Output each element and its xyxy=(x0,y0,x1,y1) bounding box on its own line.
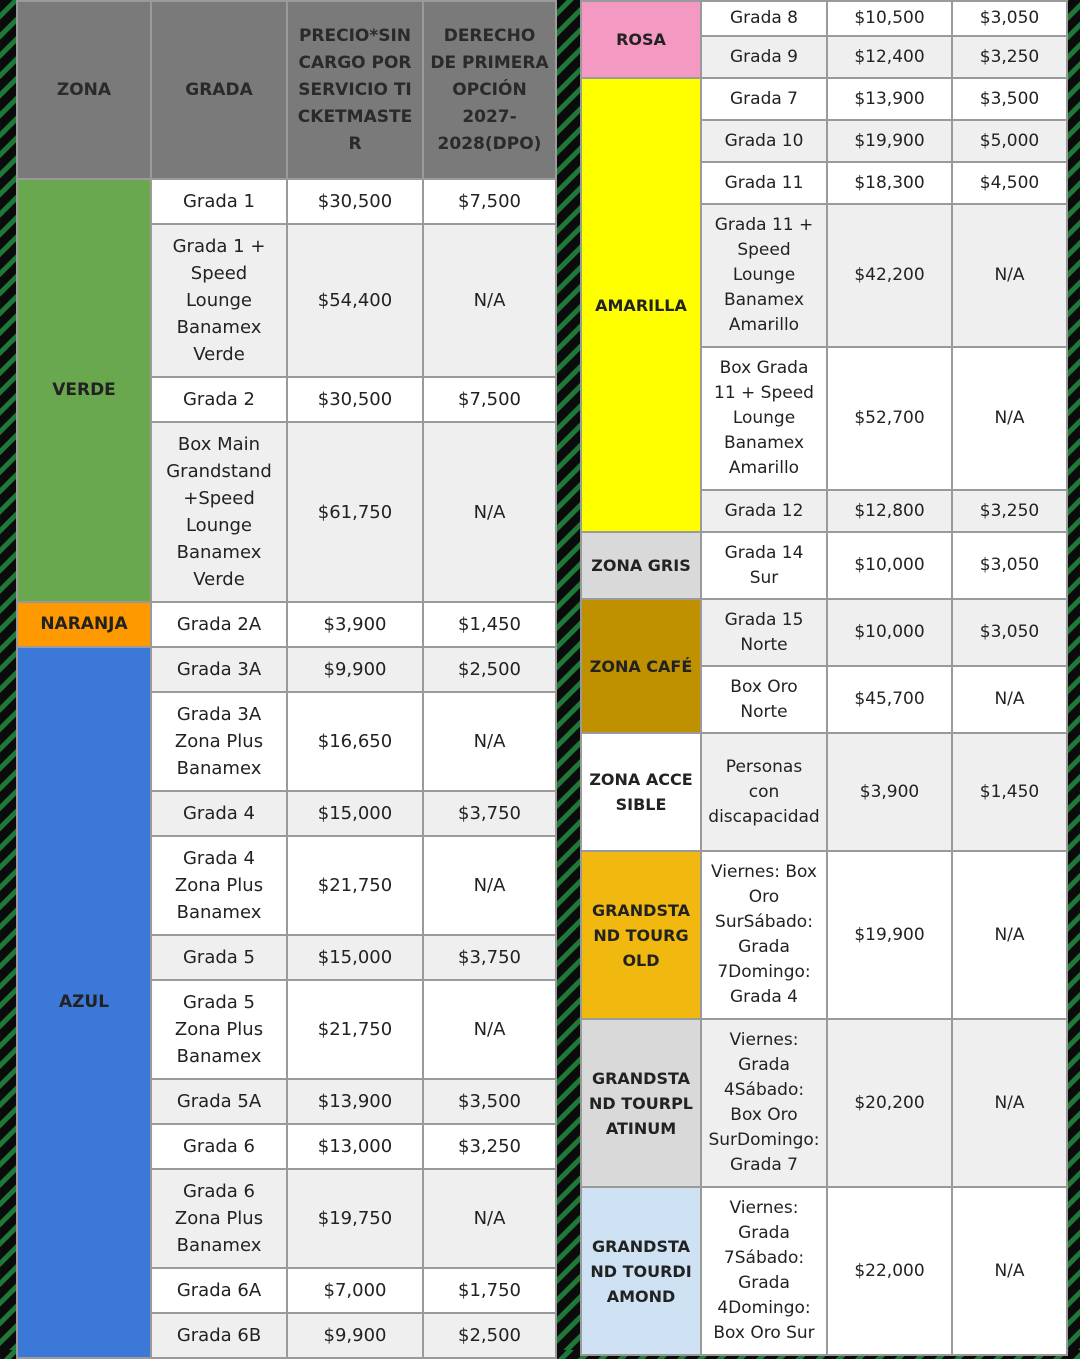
grada-cell: Grada 6A xyxy=(151,1268,287,1313)
dpo-cell: N/A xyxy=(952,1187,1067,1355)
grada-cell: Box Oro Norte xyxy=(701,666,827,733)
precio-cell: $61,750 xyxy=(287,422,423,602)
grada-cell: Grada 14 Sur xyxy=(701,532,827,599)
grada-cell: Grada 4 xyxy=(151,791,287,836)
table-row xyxy=(581,532,1067,599)
grada-cell: Viernes: Grada 7Sábado: Grada 4Domingo: Box Oro Sur xyxy=(701,1187,827,1355)
dpo-cell: N/A xyxy=(423,422,556,602)
precio-cell: $19,900 xyxy=(827,851,952,1019)
dpo-cell: $3,500 xyxy=(423,1079,556,1124)
table-row xyxy=(581,1187,1067,1355)
table-row xyxy=(17,602,556,647)
precio-cell: $10,500 xyxy=(827,1,952,36)
precio-cell: $18,300 xyxy=(827,162,952,204)
grada-cell: Grada 10 xyxy=(701,120,827,162)
header-grada: GRADA xyxy=(151,1,287,179)
grada-cell: Grada 11 xyxy=(701,162,827,204)
header-precio: PRECIO*SIN CARGO POR SERVICIO TICKETMASTER xyxy=(287,1,423,179)
zone-cell: VERDE xyxy=(17,179,151,602)
precio-cell: $30,500 xyxy=(287,179,423,224)
grada-cell: Box Main Grandstand +Speed Lounge Banamex Verde xyxy=(151,422,287,602)
precio-cell: $15,000 xyxy=(287,935,423,980)
grada-cell: Grada 5 Zona Plus Banamex xyxy=(151,980,287,1079)
precio-cell: $30,500 xyxy=(287,377,423,422)
grada-cell: Grada 6 Zona Plus Banamex xyxy=(151,1169,287,1268)
precio-cell: $45,700 xyxy=(827,666,952,733)
dpo-cell: $7,500 xyxy=(423,377,556,422)
dpo-cell: $4,500 xyxy=(952,162,1067,204)
precio-cell: $15,000 xyxy=(287,791,423,836)
dpo-cell: N/A xyxy=(423,836,556,935)
precio-cell: $21,750 xyxy=(287,980,423,1079)
zone-cell: GRANDSTAND TOURPLATINUM xyxy=(581,1019,701,1187)
grada-cell: Grada 8 xyxy=(701,1,827,36)
precio-cell: $19,900 xyxy=(827,120,952,162)
grada-cell: Grada 2A xyxy=(151,602,287,647)
dpo-cell: $3,050 xyxy=(952,1,1067,36)
precio-cell: $19,750 xyxy=(287,1169,423,1268)
dpo-cell: $5,000 xyxy=(952,120,1067,162)
dpo-cell: N/A xyxy=(952,1019,1067,1187)
precio-cell: $52,700 xyxy=(827,347,952,490)
precio-cell: $13,000 xyxy=(287,1124,423,1169)
table-row xyxy=(581,599,1067,666)
grada-cell: Grada 15 Norte xyxy=(701,599,827,666)
table-row xyxy=(581,1019,1067,1187)
dpo-cell: $2,500 xyxy=(423,647,556,692)
grada-cell: Grada 3A Zona Plus Banamex xyxy=(151,692,287,791)
dpo-cell: $3,050 xyxy=(952,599,1067,666)
precio-cell: $13,900 xyxy=(827,78,952,120)
precio-cell: $9,900 xyxy=(287,1313,423,1358)
zone-cell: GRANDSTAND TOURGOLD xyxy=(581,851,701,1019)
zone-cell: GRANDSTAND TOURDIAMOND xyxy=(581,1187,701,1355)
precio-cell: $21,750 xyxy=(287,836,423,935)
dpo-cell: $3,750 xyxy=(423,791,556,836)
dpo-cell: $3,050 xyxy=(952,532,1067,599)
zone-cell: ZONA GRIS xyxy=(581,532,701,599)
grada-cell: Viernes: Grada 4Sábado: Box Oro SurDomingo: Grada 7 xyxy=(701,1019,827,1187)
dpo-cell: N/A xyxy=(423,224,556,377)
price-table-left xyxy=(16,0,557,1359)
header-dpo: DERECHO DE PRIMERA OPCIÓN 2027-2028(DPO) xyxy=(423,1,556,179)
zone-cell: ZONA CAFÉ xyxy=(581,599,701,733)
grada-cell: Viernes: Box Oro SurSábado: Grada 7Domingo: Grada 4 xyxy=(701,851,827,1019)
precio-cell: $9,900 xyxy=(287,647,423,692)
grada-cell: Grada 3A xyxy=(151,647,287,692)
table-row xyxy=(17,647,556,692)
grada-cell: Grada 1 + Speed Lounge Banamex Verde xyxy=(151,224,287,377)
price-table-right xyxy=(580,0,1068,1356)
grada-cell: Grada 1 xyxy=(151,179,287,224)
grada-cell: Grada 11 + Speed Lounge Banamex Amarillo xyxy=(701,204,827,347)
dpo-cell: N/A xyxy=(952,204,1067,347)
zone-cell: ZONA ACCESIBLE xyxy=(581,733,701,851)
table-row xyxy=(17,179,556,224)
precio-cell: $10,000 xyxy=(827,532,952,599)
precio-cell: $42,200 xyxy=(827,204,952,347)
grada-cell: Grada 12 xyxy=(701,490,827,532)
precio-cell: $3,900 xyxy=(287,602,423,647)
precio-cell: $10,000 xyxy=(827,599,952,666)
dpo-cell: $3,250 xyxy=(952,490,1067,532)
grada-cell: Grada 2 xyxy=(151,377,287,422)
dpo-cell: N/A xyxy=(952,347,1067,490)
grada-cell: Grada 4 Zona Plus Banamex xyxy=(151,836,287,935)
precio-cell: $20,200 xyxy=(827,1019,952,1187)
table-row xyxy=(581,78,1067,120)
precio-cell: $22,000 xyxy=(827,1187,952,1355)
zone-cell: ROSA xyxy=(581,1,701,78)
precio-cell: $13,900 xyxy=(287,1079,423,1124)
grada-cell: Personas con discapacidad xyxy=(701,733,827,851)
dpo-cell: $1,750 xyxy=(423,1268,556,1313)
precio-cell: $12,400 xyxy=(827,36,952,78)
grada-cell: Grada 6 xyxy=(151,1124,287,1169)
precio-cell: $54,400 xyxy=(287,224,423,377)
grada-cell: Grada 9 xyxy=(701,36,827,78)
precio-cell: $7,000 xyxy=(287,1268,423,1313)
dpo-cell: $3,750 xyxy=(423,935,556,980)
dpo-cell: $3,250 xyxy=(952,36,1067,78)
table-row xyxy=(581,851,1067,1019)
dpo-cell: $1,450 xyxy=(423,602,556,647)
dpo-cell: $2,500 xyxy=(423,1313,556,1358)
dpo-cell: N/A xyxy=(952,851,1067,1019)
table-row xyxy=(581,1,1067,36)
table-row xyxy=(581,733,1067,851)
dpo-cell: N/A xyxy=(423,1169,556,1268)
header-row xyxy=(17,1,556,179)
grada-cell: Grada 7 xyxy=(701,78,827,120)
zone-cell: AZUL xyxy=(17,647,151,1358)
zone-cell: AMARILLA xyxy=(581,78,701,532)
precio-cell: $12,800 xyxy=(827,490,952,532)
dpo-cell: $7,500 xyxy=(423,179,556,224)
grada-cell: Grada 6B xyxy=(151,1313,287,1358)
dpo-cell: $3,250 xyxy=(423,1124,556,1169)
precio-cell: $16,650 xyxy=(287,692,423,791)
precio-cell: $3,900 xyxy=(827,733,952,851)
header-zona: ZONA xyxy=(17,1,151,179)
dpo-cell: N/A xyxy=(423,980,556,1079)
grada-cell: Box Grada 11 + Speed Lounge Banamex Amarillo xyxy=(701,347,827,490)
dpo-cell: $3,500 xyxy=(952,78,1067,120)
grada-cell: Grada 5 xyxy=(151,935,287,980)
dpo-cell: N/A xyxy=(952,666,1067,733)
zone-cell: NARANJA xyxy=(17,602,151,647)
grada-cell: Grada 5A xyxy=(151,1079,287,1124)
dpo-cell: N/A xyxy=(423,692,556,791)
dpo-cell: $1,450 xyxy=(952,733,1067,851)
